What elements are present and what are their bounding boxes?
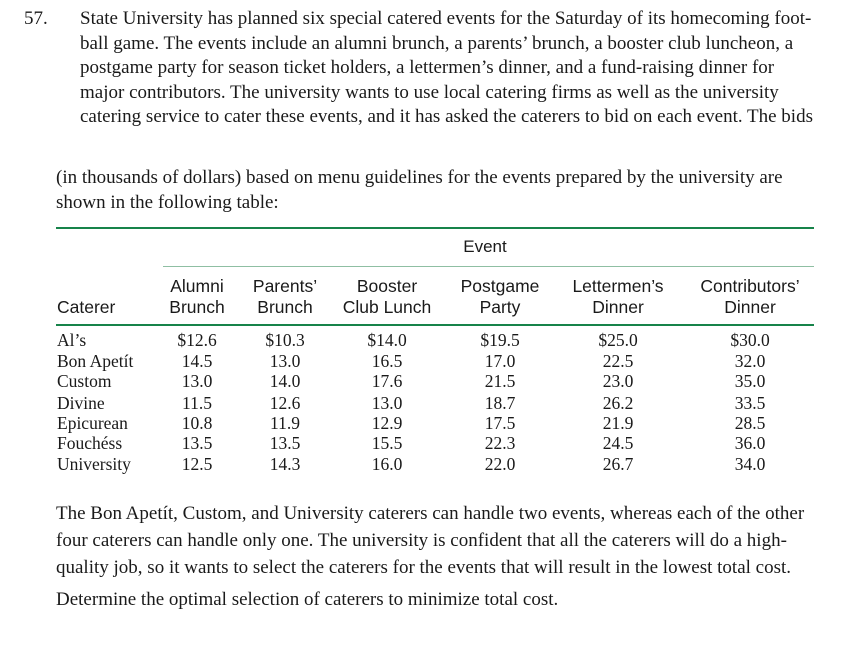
bid-cell: 11.9 <box>270 413 300 433</box>
table-row <box>0 433 856 454</box>
bid-cell: 13.5 <box>181 433 213 453</box>
column-header-line: Contributors’ <box>700 276 800 296</box>
bid-cell: 36.0 <box>734 433 766 453</box>
problem-continuation <box>56 166 836 215</box>
problem-number: 57. <box>24 8 48 29</box>
column-header-booster-club-lunch <box>337 276 437 318</box>
column-header-line: Postgame <box>460 276 540 296</box>
paragraph-line: four caterers can handle only one. The university is confident that all the caterers will do a high- <box>56 530 787 551</box>
caterer-name: Epicurean <box>57 413 128 433</box>
bid-cell: 24.5 <box>602 433 634 453</box>
intro-line: postgame party for season ticket holders, a lettermen’s dinner, and a fund-raising dinner for <box>80 57 775 79</box>
intro-line: ball game. The events include an alumni brunch, a parents’ brunch, a booster club luncheon, a <box>80 32 794 54</box>
caterer-name: University <box>57 454 131 474</box>
table-row <box>0 371 856 392</box>
bid-cell: 17.0 <box>484 351 516 371</box>
table-row <box>0 454 856 475</box>
bid-cell: $25.0 <box>598 330 638 350</box>
table-row <box>0 413 856 434</box>
intro-line: State University has planned six special catered events for the Saturday of its homecoming foot- <box>80 8 812 29</box>
bid-cell: $10.3 <box>265 330 305 350</box>
bid-cell: 26.7 <box>602 454 634 474</box>
bid-cell: 23.0 <box>602 371 634 391</box>
bid-cell: $30.0 <box>730 330 770 350</box>
bid-cell: 26.2 <box>602 393 634 413</box>
bid-cell: 13.0 <box>371 393 403 413</box>
caterer-name: Fouchéss <box>57 433 123 453</box>
bid-cell: 12.6 <box>269 393 301 413</box>
column-header-line: Party <box>479 297 521 317</box>
bid-cell: 22.3 <box>484 433 516 453</box>
bid-cell: 21.9 <box>602 413 634 433</box>
table-row <box>0 351 856 372</box>
bid-cell: 35.0 <box>734 371 766 391</box>
column-header-line: Brunch <box>169 297 225 317</box>
bid-cell: 14.3 <box>269 454 301 474</box>
bid-cell: 13.0 <box>269 351 301 371</box>
paragraph-line: The Bon Apetít, Custom, and University caterers can handle two events, whereas each of the other <box>56 503 805 524</box>
column-header-postgame-party <box>450 276 550 318</box>
event-group-rule <box>163 266 814 267</box>
column-header-line: Booster <box>356 276 418 296</box>
caterer-column-header: Caterer <box>57 297 116 317</box>
intro-line: catering service to cater these events, and it has asked the caterers to bid on each event. The bids <box>80 106 813 128</box>
column-header-contributors-dinner <box>687 276 813 318</box>
bid-cell: 22.5 <box>602 351 634 371</box>
bid-cell: 34.0 <box>734 454 766 474</box>
bid-cell: 33.5 <box>734 393 766 413</box>
column-header-line: Club Lunch <box>342 297 432 317</box>
bid-cell: 32.0 <box>734 351 766 371</box>
column-header-line: Parents’ <box>252 276 318 296</box>
bid-cell: 18.7 <box>484 393 516 413</box>
event-group-header: Event <box>463 237 507 256</box>
column-header-line: Dinner <box>592 297 644 317</box>
problem-intro <box>80 7 850 130</box>
paragraph-line: quality job, so it wants to select the caterers for the events that will result in the lowest total cost. <box>56 557 792 578</box>
bid-cell: 15.5 <box>371 433 403 453</box>
column-header-line: Lettermen’s <box>572 276 664 296</box>
bid-cell: 12.5 <box>181 454 213 474</box>
intro-line: major contributors. The university wants to use local catering firms as well as the university <box>80 81 779 103</box>
constraints-paragraph <box>56 500 836 581</box>
table-row <box>0 393 856 414</box>
bid-cell: 13.0 <box>181 371 213 391</box>
table-header-rule <box>56 324 814 326</box>
bid-cell: 13.5 <box>269 433 301 453</box>
caterer-name: Al’s <box>57 330 87 350</box>
bid-cell: 28.5 <box>734 413 766 433</box>
bid-cell: 17.5 <box>484 413 516 433</box>
caterer-name: Divine <box>57 393 105 413</box>
bid-cell: 17.6 <box>371 371 403 391</box>
question-text: Determine the optimal selection of caterers to minimize total cost. <box>56 589 559 610</box>
column-header-line: Alumni <box>170 276 224 296</box>
bid-cell: $14.0 <box>367 330 407 350</box>
bid-cell: 16.5 <box>371 351 403 371</box>
continuation-line: shown in the following table: <box>56 191 279 213</box>
bid-cell: 16.0 <box>371 454 403 474</box>
column-header-alumni-brunch <box>157 276 237 318</box>
caterer-name: Custom <box>57 371 112 391</box>
bid-cell: 22.0 <box>484 454 516 474</box>
continuation-line: (in thousands of dollars) based on menu guidelines for the events prepared by the university are <box>56 167 783 188</box>
bid-cell: 14.5 <box>181 351 213 371</box>
column-header-parents-brunch <box>240 276 330 318</box>
column-header-line: Brunch <box>257 297 313 317</box>
table-row <box>0 330 856 351</box>
caterer-name: Bon Apetít <box>57 351 134 371</box>
bid-cell: 10.8 <box>181 413 213 433</box>
bid-cell: 21.5 <box>484 371 516 391</box>
bid-cell: 14.0 <box>269 371 301 391</box>
bid-cell: $12.6 <box>177 330 217 350</box>
bid-cell: 12.9 <box>371 413 403 433</box>
column-header-line: Dinner <box>724 297 776 317</box>
bid-cell: $19.5 <box>480 330 520 350</box>
table-top-rule <box>56 227 814 229</box>
bid-cell: 11.5 <box>182 393 212 413</box>
column-header-lettermens-dinner <box>563 276 673 318</box>
